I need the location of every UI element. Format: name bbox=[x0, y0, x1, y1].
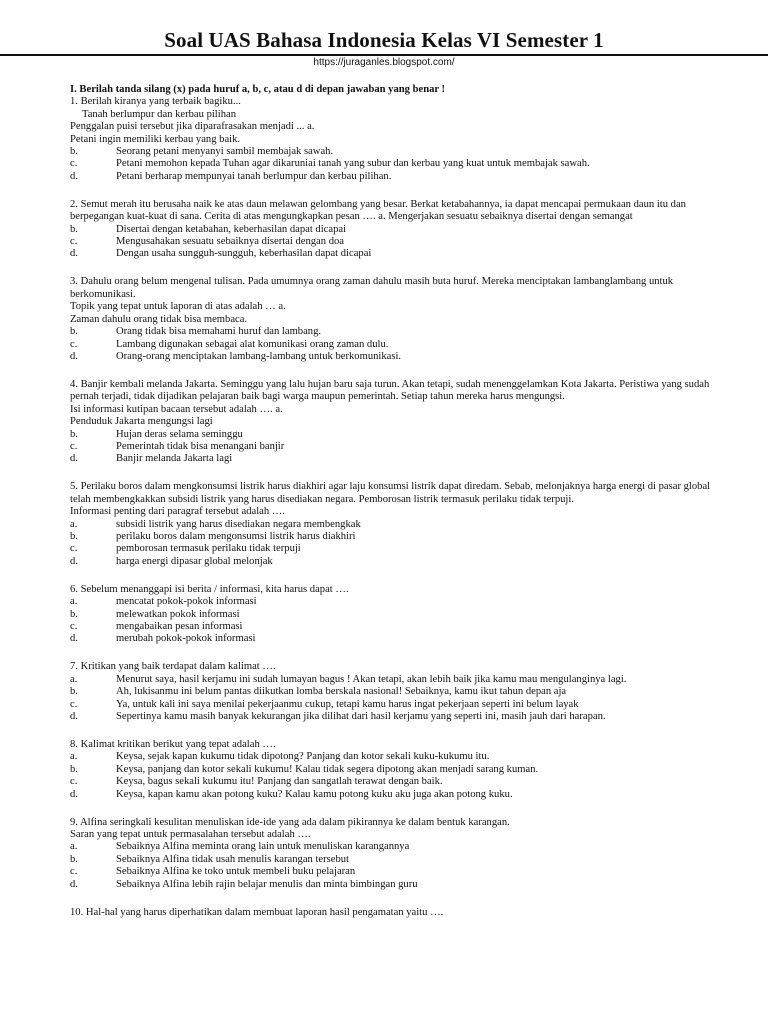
option-letter: c. bbox=[70, 866, 78, 878]
option-letter: c. bbox=[70, 543, 78, 555]
option-text: harga energi dipasar global melonjak bbox=[116, 555, 273, 567]
option-text: Sebaiknya Alfina lebih rajin belajar menulis dan minta bimbingan guru bbox=[116, 878, 418, 890]
question-text-line: Zaman dahulu orang tidak bisa membaca. bbox=[70, 313, 248, 325]
question-text-line: 4. Banjir kembali melanda Jakarta. Seminggu yang lalu hujan baru saja turun. Akan tetapi, sudah menenggelamkan Kota Jakarta. Peristiwa yang sudah pernah terjadi, tidak dijadikan pelajaran baik bagi warga maupun pemerintah. Setiap tahun mereka harus mengungsi. bbox=[70, 378, 710, 403]
answer-option[interactable] bbox=[70, 248, 730, 260]
option-text: merubah pokok-pokok informasi bbox=[116, 633, 256, 645]
source-url: https://juraganles.blogspot.com/ bbox=[313, 57, 455, 68]
option-letter: c. bbox=[70, 621, 78, 632]
question-list bbox=[70, 96, 730, 919]
answer-option[interactable] bbox=[70, 596, 730, 608]
option-text: Petani memohon kepada Tuhan agar dikaruniai tanah yang subur dan kerbau yang kuat untuk membajak sawah. bbox=[116, 158, 590, 170]
answer-option[interactable] bbox=[70, 146, 730, 158]
option-text: Keysa, panjang dan kotor sekali kukumu! Kalau tidak segera dipotong akan menjadi sarang kuman. bbox=[116, 763, 539, 775]
option-text: Mengusahakan sesuatu sebaiknya disertai dengan doa bbox=[116, 236, 344, 248]
option-text: Petani berharap mempunyai tanah berlumpur dan kerbau pilihan. bbox=[116, 170, 392, 182]
answer-option[interactable] bbox=[70, 531, 730, 543]
option-text: mengabaikan pesan informasi bbox=[116, 621, 243, 632]
option-letter: b. bbox=[70, 686, 78, 698]
question-10 bbox=[70, 907, 730, 919]
answer-option[interactable] bbox=[70, 711, 730, 723]
option-text: Sepertinya kamu masih banyak kekurangan jika dilihat dari hasil kerjamu yang seperti ini, masih jauh dari harapan. bbox=[116, 711, 606, 723]
answer-option[interactable] bbox=[70, 789, 730, 801]
answer-option[interactable] bbox=[70, 339, 730, 351]
option-text: Banjir melanda Jakarta lagi bbox=[116, 453, 233, 465]
option-letter: d. bbox=[70, 350, 78, 362]
option-text: Hujan deras selama seminggu bbox=[116, 428, 243, 440]
option-letter: d. bbox=[70, 170, 78, 182]
option-letter: d. bbox=[70, 555, 78, 567]
option-text: Orang-orang menciptakan lambang-lambang untuk berkomunikasi. bbox=[116, 350, 402, 362]
option-letter: d. bbox=[70, 633, 78, 645]
answer-option[interactable] bbox=[70, 776, 730, 788]
question-text-line: 9. Alfina seringkali kesulitan menuliskan ide-ide yang ada dalam pikirannya ke dalam bentuk karangan. bbox=[70, 816, 510, 828]
option-text: subsidi listrik yang harus disediakan negara membengkak bbox=[116, 518, 361, 530]
question-9 bbox=[70, 817, 730, 891]
question-text-line: 2. Semut merah itu berusaha naik ke atas daun melawan gelombang yang besar. Berkat ketabahannya, ia dapat mencapai permukaan daun itu dan berpegangan kuat-kuat di sana. Cerita di atas mengungkapkan pesan …. a. Mengerjakan sesuatu sebaiknya disertai dengan semangat bbox=[70, 198, 686, 223]
option-text: Orang tidak bisa memahami huruf dan lambang. bbox=[116, 326, 322, 338]
answer-option[interactable] bbox=[70, 841, 730, 853]
option-text: Disertai dengan ketabahan, keberhasilan dapat dicapai bbox=[116, 223, 347, 235]
answer-option[interactable] bbox=[70, 543, 730, 555]
option-letter: b. bbox=[70, 763, 78, 775]
option-letter: c. bbox=[70, 338, 78, 350]
option-text: Sebaiknya Alfina ke toko untuk membeli buku pelajaran bbox=[116, 866, 356, 878]
question-text-line: 7. Kritikan yang baik terdapat dalam kalimat …. bbox=[70, 661, 276, 673]
question-text-line: 8. Kalimat kritikan berikut yang tepat adalah …. bbox=[70, 739, 276, 751]
question-text-line: Petani ingin memiliki kerbau yang baik. bbox=[70, 133, 241, 145]
question-text-line: 10. Hal-hal yang harus diperhatikan dalam membuat laporan hasil pengamatan yaitu …. bbox=[70, 906, 444, 918]
answer-option[interactable] bbox=[70, 236, 730, 248]
answer-option[interactable] bbox=[70, 453, 730, 465]
option-letter: b. bbox=[70, 428, 78, 440]
question-2 bbox=[70, 199, 730, 261]
question-text-line: 5. Perilaku boros dalam mengkonsumsi listrik harus diakhiri agar laju konsumsi listrik dapat diredam. Sebab, melonjaknya harga energi di pasar global telah membengkakkan subsidi listrik yang harus disediakan negara. Pemborosan listrik termasuk perilaku tidak terpuji. bbox=[70, 481, 711, 505]
option-letter: b. bbox=[70, 146, 78, 158]
answer-option[interactable] bbox=[70, 429, 730, 441]
option-letter: d. bbox=[70, 788, 78, 800]
option-letter: c. bbox=[70, 236, 78, 248]
option-letter: c. bbox=[70, 776, 78, 788]
answer-option[interactable] bbox=[70, 609, 730, 621]
answer-option[interactable] bbox=[70, 351, 730, 363]
answer-option[interactable] bbox=[70, 519, 730, 531]
section-instruction: I. Berilah tanda silang (x) pada huruf a, b, c, atau d di depan jawaban yang benar ! bbox=[70, 84, 446, 95]
option-letter: b. bbox=[70, 223, 78, 235]
option-text: Ah, lukisanmu ini belum pantas diikutkan lomba berskala nasional! Sebaiknya, kamu ikut tahun depan aja bbox=[116, 686, 567, 698]
option-letter: a. bbox=[70, 518, 78, 530]
question-7 bbox=[70, 661, 730, 723]
question-text-line: Tanah berlumpur dan kerbau pilihan bbox=[82, 108, 236, 120]
option-letter: a. bbox=[70, 841, 78, 853]
option-letter: c. bbox=[70, 440, 78, 452]
answer-option[interactable] bbox=[70, 158, 730, 170]
option-text: Sebaiknya Alfina tidak usah menulis karangan tersebut bbox=[116, 853, 350, 865]
option-letter: d. bbox=[70, 453, 78, 465]
question-6 bbox=[70, 584, 730, 646]
option-letter: d. bbox=[70, 711, 78, 723]
option-letter: b. bbox=[70, 853, 78, 865]
answer-option[interactable] bbox=[70, 699, 730, 711]
question-text-line: 1. Berilah kiranya yang terbaik bagiku... bbox=[70, 96, 241, 108]
answer-option[interactable] bbox=[70, 751, 730, 763]
answer-option[interactable] bbox=[70, 879, 730, 891]
option-letter: b. bbox=[70, 326, 78, 338]
document-title: Soal UAS Bahasa Indonesia Kelas VI Semester 1 bbox=[164, 28, 604, 52]
option-letter: a. bbox=[70, 596, 78, 608]
option-text: pemborosan termasuk perilaku tidak terpuji bbox=[116, 543, 301, 555]
option-text: Dengan usaha sungguh-sungguh, keberhasilan dapat dicapai bbox=[116, 248, 372, 260]
option-text: melewatkan pokok informasi bbox=[116, 608, 240, 620]
answer-option[interactable] bbox=[70, 764, 730, 776]
option-letter: c. bbox=[70, 158, 78, 170]
question-4 bbox=[70, 379, 730, 466]
answer-option[interactable] bbox=[70, 854, 730, 866]
question-8 bbox=[70, 739, 730, 801]
option-text: Keysa, sejak kapan kukumu tidak dipotong? Panjang dan kotor sekali kuku-kukumu itu. bbox=[116, 751, 490, 763]
option-text: Sebaiknya Alfina meminta orang lain untuk menuliskan karangannya bbox=[116, 841, 410, 853]
question-text-line: Isi informasi kutipan bacaan tersebut adalah …. a. bbox=[70, 403, 283, 415]
option-letter: d. bbox=[70, 248, 78, 260]
option-letter: b. bbox=[70, 608, 78, 620]
question-text-line: Penduduk Jakarta mengungsi lagi bbox=[70, 416, 213, 428]
question-text-line: Saran yang tepat untuk permasalahan tersebut adalah …. bbox=[70, 829, 311, 841]
option-text: Ya, untuk kali ini saya menilai pekerjaanmu cukup, tetapi kamu harus ingat pekerjaan seperti ini belum layak bbox=[116, 698, 579, 710]
option-letter: b. bbox=[70, 530, 78, 542]
exam-content bbox=[70, 84, 730, 919]
option-text: Pemerintah tidak bisa menangani banjir bbox=[116, 440, 285, 452]
answer-option[interactable] bbox=[70, 556, 730, 568]
answer-option[interactable] bbox=[70, 621, 730, 633]
answer-option[interactable] bbox=[70, 326, 730, 338]
option-text: Menurut saya, hasil kerjamu ini sudah lumayan bagus ! Akan tetapi, akan lebih baik jika kamu mau mengulanginya lagi. bbox=[116, 673, 627, 685]
option-letter: c. bbox=[70, 698, 78, 710]
question-text-line: 6. Sebelum menanggapi isi berita / informasi, kita harus dapat …. bbox=[70, 583, 349, 595]
option-text: mencatat pokok-pokok informasi bbox=[116, 596, 257, 608]
question-3 bbox=[70, 276, 730, 363]
question-text-line: Informasi penting dari paragraf tersebut adalah …. bbox=[70, 506, 286, 518]
answer-option[interactable] bbox=[70, 674, 730, 686]
answer-option[interactable] bbox=[70, 171, 730, 183]
option-text: Lambang digunakan sebagai alat komunikasi orang zaman dulu. bbox=[116, 338, 389, 350]
question-text-line: Penggalan puisi tersebut jika diparafrasakan menjadi ... a. bbox=[70, 121, 315, 133]
title-underline bbox=[0, 54, 768, 56]
answer-option[interactable] bbox=[70, 224, 730, 236]
answer-option[interactable] bbox=[70, 686, 730, 698]
question-1 bbox=[70, 96, 730, 183]
option-text: perilaku boros dalam mengonsumsi listrik harus diakhiri bbox=[116, 530, 356, 542]
answer-option[interactable] bbox=[70, 441, 730, 453]
question-5 bbox=[70, 481, 730, 568]
answer-option[interactable] bbox=[70, 866, 730, 878]
option-letter: a. bbox=[70, 673, 78, 685]
answer-option[interactable] bbox=[70, 633, 730, 645]
option-text: Keysa, kapan kamu akan potong kuku? Kalau kamu potong kuku aku juga akan potong kuku. bbox=[116, 788, 513, 800]
question-text-line: 3. Dahulu orang belum mengenal tulisan. Pada umumnya orang zaman dahulu masih buta huruf. Mereka menciptakan lambanglambang untuk berkomunikasi. bbox=[70, 276, 674, 300]
option-text: Seorang petani menyanyi sambil membajak sawah. bbox=[116, 146, 334, 158]
question-text-line: Topik yang tepat untuk laporan di atas adalah … a. bbox=[70, 301, 286, 313]
option-text: Keysa, bagus sekali kukumu itu! Panjang dan sangatlah terawat dengan baik. bbox=[116, 776, 443, 788]
option-letter: a. bbox=[70, 751, 78, 763]
option-letter: d. bbox=[70, 878, 78, 890]
